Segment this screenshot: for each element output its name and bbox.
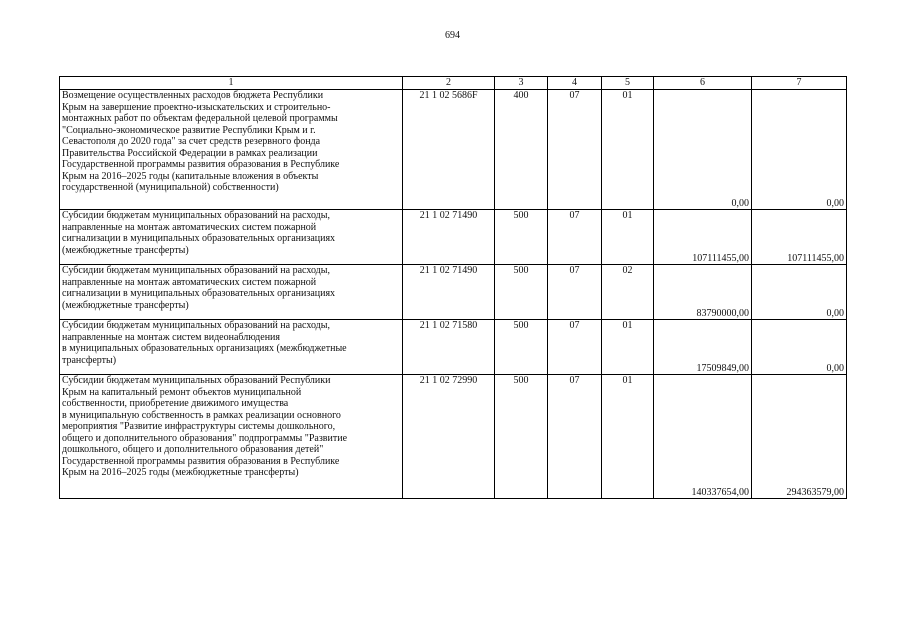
description-line: Крым на 2016–2025 годы (капитальные вложения в объекты — [62, 170, 319, 182]
table-row — [60, 210, 847, 265]
budget-classification-code: 21 1 02 5686F — [403, 90, 495, 210]
description-line: направленные на монтаж систем видеонаблюдения — [62, 331, 281, 343]
row-description — [60, 210, 403, 265]
description-line: Субсидии бюджетам муниципальных образований Республики — [62, 375, 331, 386]
amount-column-6: 107111455,00 — [654, 210, 752, 265]
table-row — [60, 265, 847, 320]
budget-table — [59, 76, 847, 499]
section-code: 07 — [548, 320, 602, 375]
description-line: направленные на монтаж автоматических систем пожарной — [62, 276, 317, 288]
amount-column-7: 0,00 — [752, 265, 847, 320]
header-cell-4: 4 — [548, 77, 602, 90]
expense-type-code: 500 — [495, 265, 548, 320]
description-line: Государственной программы развития образования в Республике — [62, 159, 340, 170]
table-row — [60, 90, 847, 210]
amount-column-6: 140337654,00 — [654, 375, 752, 499]
section-code: 07 — [548, 210, 602, 265]
budget-classification-code: 21 1 02 72990 — [403, 375, 495, 499]
description-line: государственной (муниципальной) собственности) — [62, 182, 279, 193]
description-line: Государственной программы развития образования в Республике — [62, 455, 340, 467]
description-line: Субсидии бюджетам муниципальных образований на расходы, — [62, 320, 330, 331]
subsection-code: 01 — [602, 210, 654, 265]
header-cell-2: 2 — [403, 77, 495, 90]
header-cell-1: 1 — [60, 77, 403, 90]
table-row — [60, 320, 847, 375]
description-line: общего и дополнительного образования" подпрограммы "Развитие — [62, 432, 348, 444]
expense-type-code: 500 — [495, 320, 548, 375]
description-line: мероприятия "Развитие инфраструктуры системы дошкольного, — [62, 421, 336, 432]
description-line: (межбюджетные трансферты) — [62, 299, 189, 311]
amount-column-6: 0,00 — [654, 90, 752, 210]
description-line: "Социально-экономическое развитие Республики Крым и г. — [62, 124, 316, 136]
amount-column-7: 107111455,00 — [752, 210, 847, 265]
subsection-code: 01 — [602, 375, 654, 499]
amount-column-7: 0,00 — [752, 90, 847, 210]
expense-type-code: 500 — [495, 375, 548, 499]
section-code: 07 — [548, 90, 602, 210]
expense-type-code: 500 — [495, 210, 548, 265]
budget-classification-code: 21 1 02 71490 — [403, 265, 495, 320]
amount-column-6: 83790000,00 — [654, 265, 752, 320]
header-cell-6: 6 — [654, 77, 752, 90]
description-line: дошкольного, общего и дополнительного образования детей" — [62, 444, 324, 455]
description-line: Севастополя до 2020 года" за счет средств резервного фонда — [62, 136, 321, 147]
section-code: 07 — [548, 265, 602, 320]
table-header-row — [60, 77, 847, 90]
section-code: 07 — [548, 375, 602, 499]
table-row — [60, 375, 847, 499]
description-line: в муниципальных образовательных организациях (межбюджетные — [62, 343, 347, 354]
row-description — [60, 90, 403, 210]
description-line: Крым на 2016–2025 годы (межбюджетные трансферты) — [62, 467, 299, 478]
amount-column-7: 294363579,00 — [752, 375, 847, 499]
budget-classification-code: 21 1 02 71490 — [403, 210, 495, 265]
budget-classification-code: 21 1 02 71580 — [403, 320, 495, 375]
header-cell-7: 7 — [752, 77, 847, 90]
description-line: Субсидии бюджетам муниципальных образований на расходы, — [62, 210, 330, 221]
header-cell-3: 3 — [495, 77, 548, 90]
row-description — [60, 320, 403, 375]
description-line: сигнализации в муниципальных образовательных организациях — [62, 288, 336, 299]
description-line: трансферты) — [62, 354, 117, 366]
amount-column-7: 0,00 — [752, 320, 847, 375]
row-description — [60, 375, 403, 499]
subsection-code: 01 — [602, 320, 654, 375]
description-line: Крым на завершение проектно-изыскательских и строительно- — [62, 101, 331, 113]
description-line: Крым на капитальный ремонт объектов муниципальной — [62, 386, 302, 398]
description-line: собственности, приобретение движимого имущества — [62, 398, 289, 409]
description-line: в муниципальную собственность в рамках реализации основного — [62, 409, 341, 421]
expense-type-code: 400 — [495, 90, 548, 210]
subsection-code: 02 — [602, 265, 654, 320]
description-line: Правительства Российской Федерации в рамках реализации — [62, 147, 318, 159]
description-line: Возмещение осуществленных расходов бюджета Республики — [62, 90, 324, 101]
description-line: направленные на монтаж автоматических систем пожарной — [62, 221, 317, 233]
description-line: (межбюджетные трансферты) — [62, 244, 189, 256]
description-line: сигнализации в муниципальных образовательных организациях — [62, 233, 336, 244]
amount-column-6: 17509849,00 — [654, 320, 752, 375]
page-number: 694 — [445, 30, 460, 41]
description-line: монтажных работ по объектам федеральной целевой программы — [62, 113, 338, 124]
row-description — [60, 265, 403, 320]
subsection-code: 01 — [602, 90, 654, 210]
header-cell-5: 5 — [602, 77, 654, 90]
description-line: Субсидии бюджетам муниципальных образований на расходы, — [62, 265, 330, 276]
